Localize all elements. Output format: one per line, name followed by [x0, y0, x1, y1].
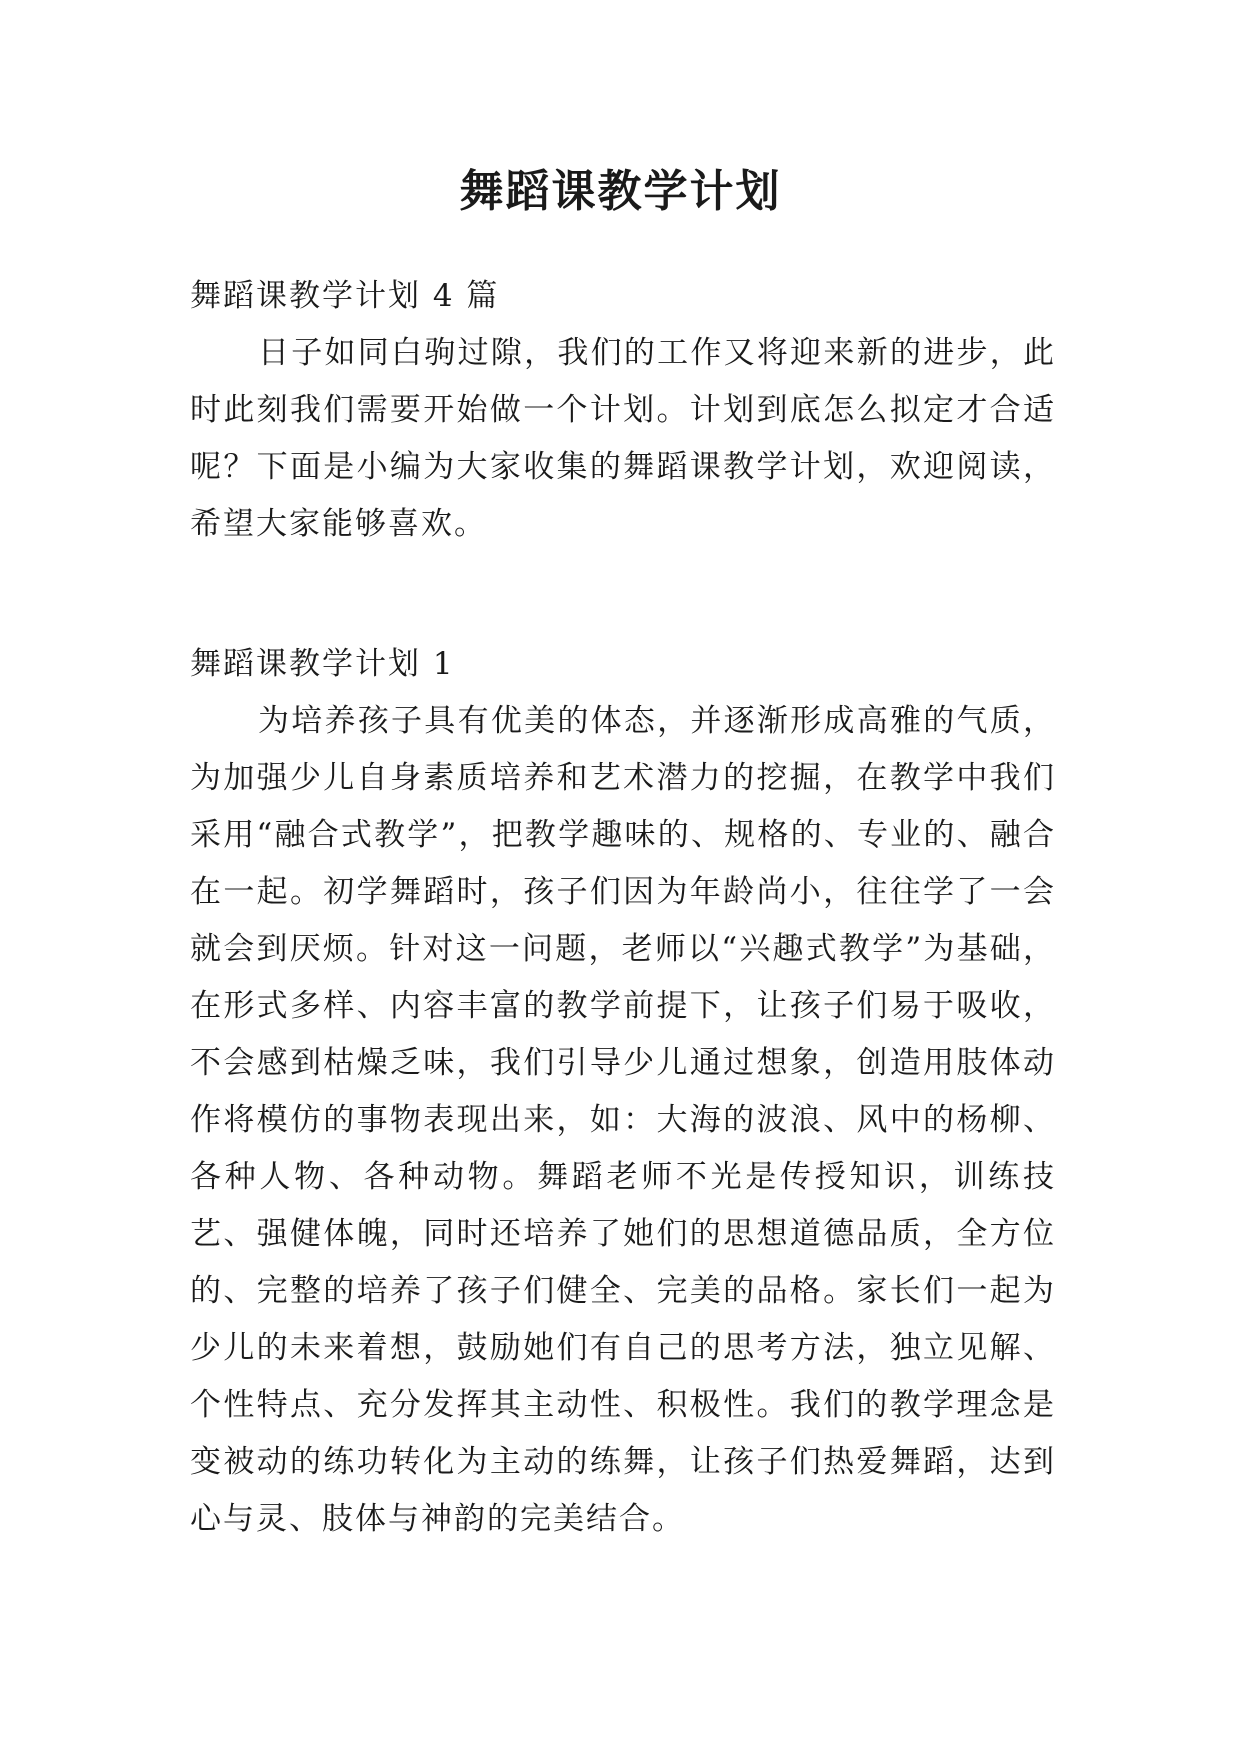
intro-heading: 舞蹈课教学计划 4 篇 — [190, 278, 500, 314]
section-1-heading: 舞蹈课教学计划 1 — [190, 646, 455, 682]
intro-section — [190, 268, 1056, 553]
section-1-paragraph: 为培养孩子具有优美的体态，并逐渐形成高雅的气质，为加强少儿自身素质培养和艺术潜力的挖掘，在教学中我们采用“融合式教学”，把教学趣味的、规格的、专业的、融合在一起。初学舞蹈时，孩子们因为年龄尚小，往往学了一会就会到厌烦。针对这一问题，老师以“兴趣式教学”为基础，在形式多样、内容丰富的教学前提下，让孩子们易于吸收，不会感到枯燥乏味，我们引导少儿通过想象，创造用肢体动作将模仿的事物表现出来，如：大海的波浪、风中的杨柳、各种人物、各种动物。舞蹈老师不光是传授知识，训练技艺、强健体魄，同时还培养了她们的思想道德品质，全方位的、完整的培养了孩子们健全、完美的品格。家长们一起为少儿的未来着想，鼓励她们有自己的思考方法，独立见解、个性特点、充分发挥其主动性、积极性。我们的教学理念是变被动的练功转化为主动的练舞，让孩子们热爱舞蹈，达到心与灵、肢体与神韵的完美结合。 — [190, 703, 1056, 1537]
intro-paragraph: 日子如同白驹过隙，我们的工作又将迎来新的进步，此时此刻我们需要开始做一个计划。计划到底怎么拟定才合适呢？下面是小编为大家收集的舞蹈课教学计划，欢迎阅读，希望大家能够喜欢。 — [190, 335, 1056, 542]
section-1 — [190, 636, 1056, 1548]
document-title: 舞蹈课教学计划 — [459, 166, 782, 217]
